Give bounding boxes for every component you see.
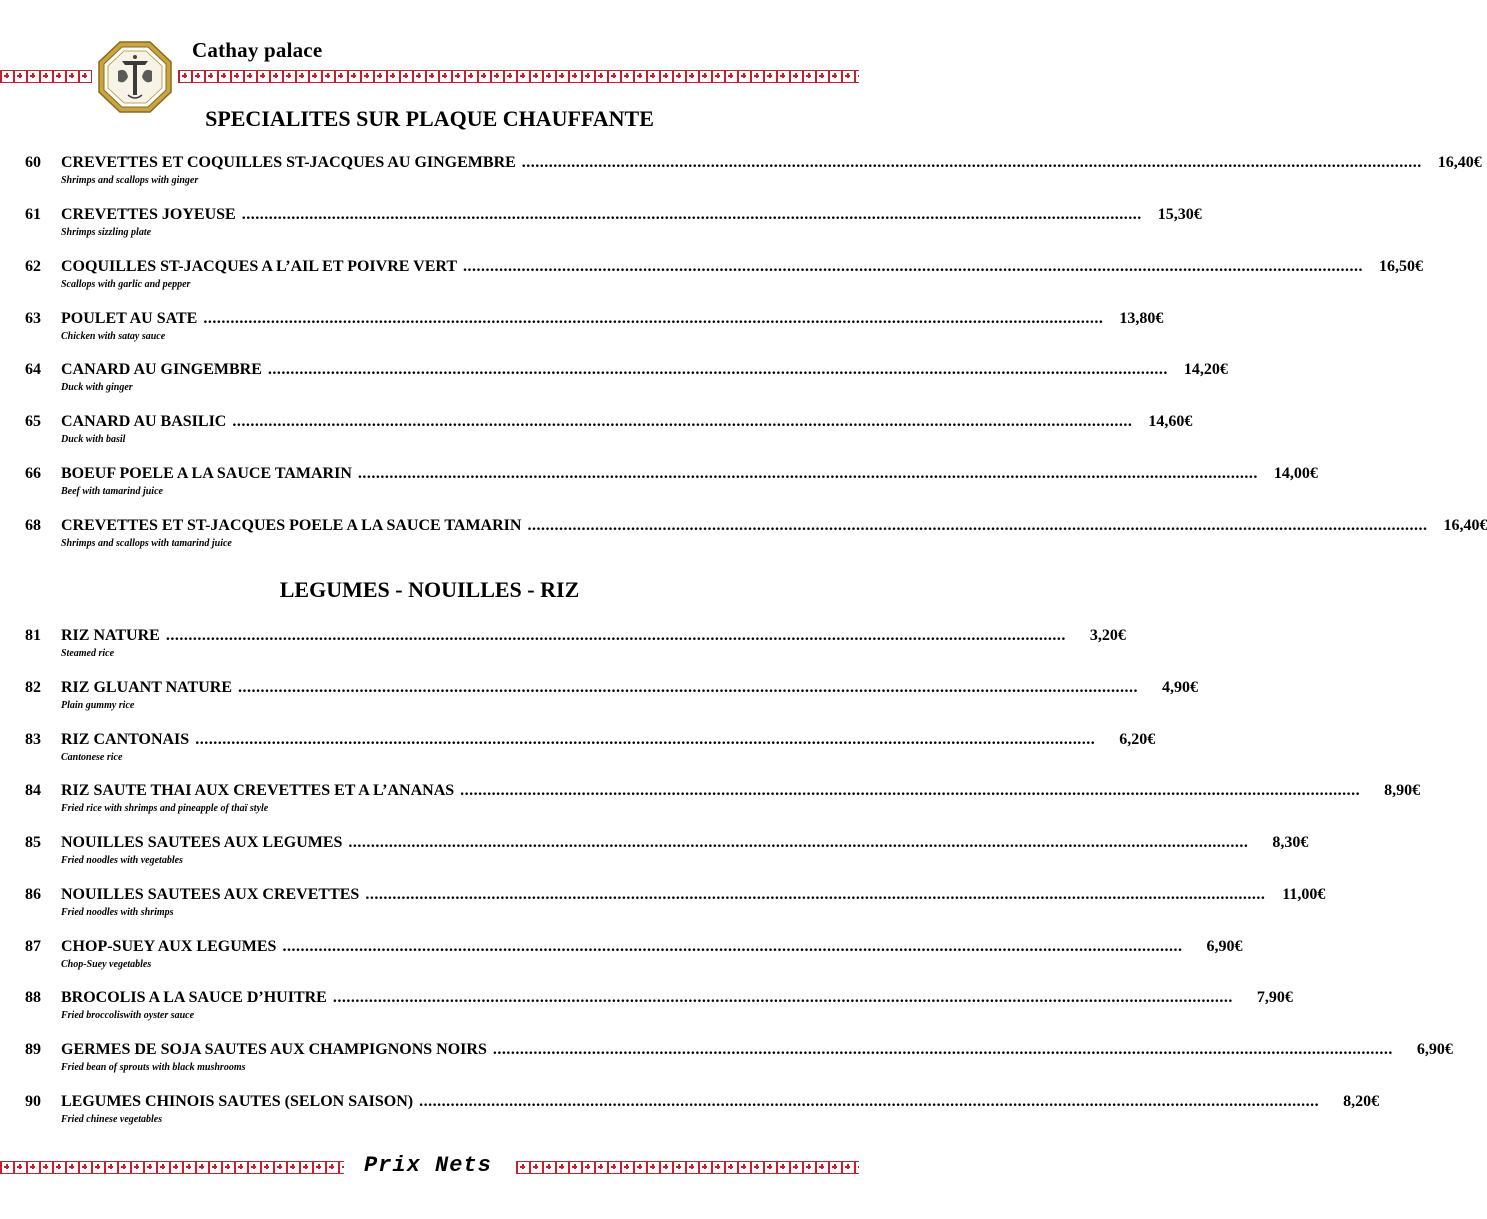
item-name: POULET AU SATE — [61, 310, 198, 327]
menu-item — [25, 834, 1309, 874]
leader-dots: ........................................................................................................................................................................................................ — [241, 206, 1142, 223]
item-description: Fried broccoliswith oyster sauce — [61, 1010, 195, 1021]
item-price: 4,90€ — [1162, 679, 1198, 696]
leader-dots: ........................................................................................................................................................................................................ — [463, 258, 1364, 275]
leader-dots: ........................................................................................................................................................................................................ — [165, 627, 1066, 644]
leader-dots: ........................................................................................................................................................................................................ — [232, 413, 1133, 430]
item-price: 14,20€ — [1183, 361, 1228, 378]
leader-dots: ........................................................................................................................................................................................................ — [365, 886, 1266, 903]
item-price: 6,90€ — [1416, 1041, 1453, 1058]
menu-item — [25, 782, 1421, 822]
item-description: Steamed rice — [61, 648, 115, 659]
leader-dots: ........................................................................................................................................................................................................ — [332, 989, 1233, 1006]
item-name: RIZ CANTONAIS — [61, 731, 190, 748]
item-name: RIZ NATURE — [61, 627, 160, 644]
menu-item — [25, 989, 1293, 1029]
item-name: CREVETTES ET ST-JACQUES POELE A LA SAUCE TAMARIN — [61, 517, 522, 534]
menu-item — [25, 154, 1482, 194]
item-number: 88 — [25, 989, 41, 1006]
item-number: 85 — [25, 834, 41, 851]
menu-item — [25, 1041, 1453, 1081]
item-name: RIZ GLUANT NATURE — [61, 679, 232, 696]
item-price: 3,20€ — [1089, 627, 1126, 644]
menu-item — [25, 465, 1318, 505]
menu-item — [25, 361, 1228, 401]
item-price: 14,00€ — [1273, 465, 1318, 482]
menu-item — [25, 1093, 1380, 1133]
item-description: Shrimps sizzling plate — [61, 227, 152, 238]
footer-prix-nets: Prix Nets — [364, 1153, 492, 1178]
item-price: 15,30€ — [1157, 206, 1202, 223]
leader-dots: ........................................................................................................................................................................................................ — [419, 1093, 1320, 1110]
menu-item — [25, 413, 1193, 453]
item-name: CANARD AU BASILIC — [61, 413, 227, 430]
item-price: 7,90€ — [1256, 989, 1293, 1006]
item-description: Chicken with satay sauce — [61, 331, 166, 342]
item-description: Shrimps and scallops with ginger — [61, 175, 199, 186]
item-description: Fried rice with shrimps and pineapple of thaï style — [61, 803, 269, 814]
leader-dots: ........................................................................................................................................................................................................ — [527, 517, 1428, 534]
item-price: 6,90€ — [1206, 938, 1243, 955]
item-name: LEGUMES CHINOIS SAUTES (SELON SAISON) — [61, 1093, 414, 1110]
item-price: 16,50€ — [1379, 258, 1424, 275]
item-number: 86 — [25, 886, 41, 903]
leader-dots: ........................................................................................................................................................................................................ — [460, 782, 1361, 799]
item-description: Duck with ginger — [61, 382, 133, 393]
item-description: Fried noodles with vegetables — [61, 855, 183, 866]
leader-dots: ........................................................................................................................................................................................................ — [348, 834, 1249, 851]
greek-key-border-bottom-right — [516, 1161, 859, 1174]
item-number: 62 — [25, 258, 41, 275]
menu-item — [25, 627, 1126, 667]
item-number: 60 — [25, 154, 41, 171]
item-price: 6,20€ — [1119, 731, 1156, 748]
leader-dots: ........................................................................................................................................................................................................ — [203, 310, 1104, 327]
leader-dots: ........................................................................................................................................................................................................ — [357, 465, 1258, 482]
item-number: 83 — [25, 731, 41, 748]
leader-dots: ........................................................................................................................................................................................................ — [521, 154, 1422, 171]
item-price: 14,60€ — [1148, 413, 1193, 430]
item-description: Fried noodles with shrimps — [61, 907, 174, 918]
item-price: 11,00€ — [1282, 886, 1326, 903]
menu-item — [25, 258, 1424, 298]
menu-item — [25, 886, 1326, 926]
item-name: CANARD AU GINGEMBRE — [61, 361, 262, 378]
section-title-specialites: SPECIALITES SUR PLAQUE CHAUFFANTE — [205, 106, 654, 131]
item-number: 87 — [25, 938, 41, 955]
item-name: GERMES DE SOJA SAUTES AUX CHAMPIGNONS NOIRS — [61, 1041, 487, 1058]
item-description: Plain gummy rice — [61, 700, 135, 711]
restaurant-logo-icon — [98, 41, 172, 113]
item-name: BROCOLIS A LA SAUCE D’HUITRE — [61, 989, 327, 1006]
greek-key-border-top-left — [0, 70, 92, 83]
item-number: 64 — [25, 361, 41, 378]
item-name: CREVETTES JOYEUSE — [61, 206, 236, 223]
item-number: 66 — [25, 465, 41, 482]
leader-dots: ........................................................................................................................................................................................................ — [238, 679, 1138, 696]
leader-dots: ........................................................................................................................................................................................................ — [267, 361, 1168, 378]
menu-item — [25, 310, 1164, 350]
item-price: 8,90€ — [1384, 782, 1421, 799]
item-number: 68 — [25, 517, 41, 534]
item-number: 89 — [25, 1041, 41, 1058]
item-price: 8,30€ — [1272, 834, 1309, 851]
item-description: Shrimps and scallops with tamarind juice — [61, 538, 232, 549]
item-description: Beef with tamarind juice — [61, 486, 163, 497]
leader-dots: ........................................................................................................................................................................................................ — [492, 1041, 1393, 1058]
menu-item — [25, 206, 1202, 246]
menu-item — [25, 731, 1156, 771]
greek-key-border-bottom-left — [0, 1161, 344, 1174]
item-description: Fried chinese vegetables — [61, 1114, 163, 1125]
item-number: 65 — [25, 413, 41, 430]
section-title-legumes: LEGUMES - NOUILLES - RIZ — [279, 577, 580, 602]
item-name: COQUILLES ST-JACQUES A L’AIL ET POIVRE VERT — [61, 258, 458, 275]
item-number: 84 — [25, 782, 41, 799]
item-price: 8,20€ — [1343, 1093, 1380, 1110]
restaurant-name: Cathay palace — [192, 38, 323, 62]
item-description: Cantonese rice — [61, 752, 123, 763]
menu-item — [25, 517, 1487, 557]
item-number: 63 — [25, 310, 41, 327]
item-description: Scallops with garlic and pepper — [61, 279, 191, 290]
item-description: Chop-Suey vegetables — [61, 959, 152, 970]
item-description: Fried bean of sprouts with black mushrooms — [61, 1062, 246, 1073]
leader-dots: ........................................................................................................................................................................................................ — [195, 731, 1096, 748]
item-number: 82 — [25, 679, 41, 696]
greek-key-border-top-right — [178, 70, 859, 83]
item-price: 13,80€ — [1119, 310, 1164, 327]
item-price: 16,40€ — [1437, 154, 1482, 171]
menu-item — [25, 938, 1243, 978]
item-description: Duck with basil — [61, 434, 126, 445]
item-number: 81 — [25, 627, 41, 644]
item-name: CREVETTES ET COQUILLES ST-JACQUES AU GINGEMBRE — [61, 154, 516, 171]
item-number: 90 — [25, 1093, 41, 1110]
item-name: CHOP-SUEY AUX LEGUMES — [61, 938, 277, 955]
item-number: 61 — [25, 206, 41, 223]
menu-item — [25, 679, 1198, 719]
leader-dots: ........................................................................................................................................................................................................ — [282, 938, 1183, 955]
item-name: RIZ SAUTE THAI AUX CREVETTES ET A L’ANANAS — [61, 782, 455, 799]
item-name: NOUILLES SAUTEES AUX LEGUMES — [61, 834, 343, 851]
item-name: NOUILLES SAUTEES AUX CREVETTES — [61, 886, 360, 903]
item-name: BOEUF POELE A LA SAUCE TAMARIN — [61, 465, 352, 482]
item-price: 16,40€ — [1443, 517, 1487, 534]
